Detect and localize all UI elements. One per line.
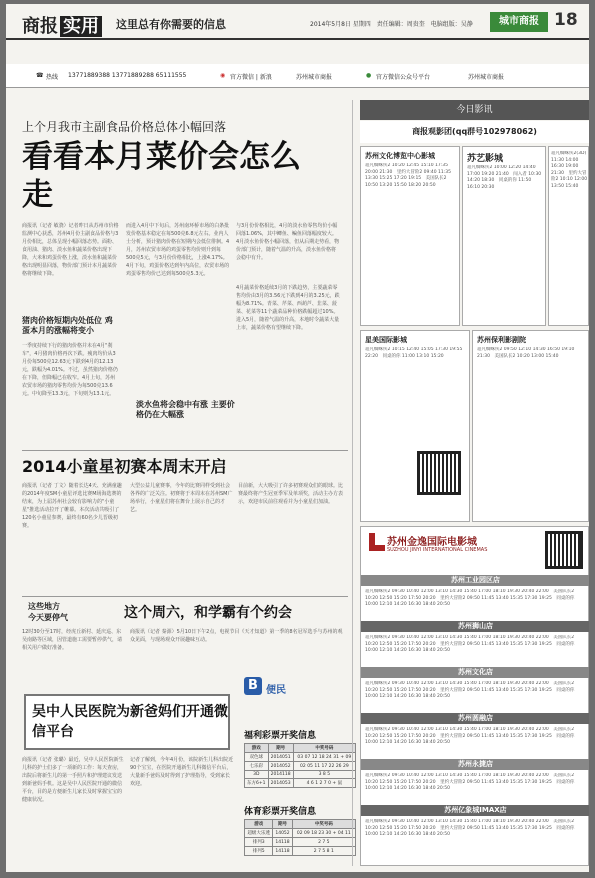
cinema-ad-title: 苏州文化博览中心影城: [365, 152, 435, 160]
weibo-icon: ◉: [220, 72, 226, 79]
brand-part-b: 实用: [60, 16, 102, 37]
strip-wechat-name: 苏州城市商报: [468, 74, 505, 81]
cinema-ad: [462, 146, 546, 326]
table-cell: 双色球: [245, 753, 269, 762]
cinema-ad-title: 苏艺影城: [467, 154, 504, 164]
cinema-ad-title: 苏州保利影剧院: [477, 336, 526, 344]
strip-weibo-name: 苏州城市商报: [296, 74, 333, 81]
table-cell: 14118: [273, 838, 292, 847]
table-cell: 3D: [245, 771, 269, 779]
table-cell: 七乐彩: [245, 762, 269, 771]
divider: [22, 450, 348, 451]
welfare-lottery-title: 福利彩票开奖信息: [244, 731, 317, 741]
strip-hotline-label: 热线: [46, 74, 59, 81]
jinyi-cinema-ad: [360, 526, 589, 866]
sports-lottery-title: 体育彩票开奖信息: [244, 807, 317, 817]
strip-weibo: 官方微信 | 新浪: [230, 74, 272, 81]
table-cell: 03 07 12 18 24 31 + 09: [293, 753, 355, 762]
qr-code-icon: [545, 531, 583, 569]
strip-wechat: 官方微信公众号平台: [376, 74, 431, 81]
table-cell: 2 7 5 8 1: [292, 847, 355, 856]
jinyi-logo-icon: [369, 533, 385, 551]
brand-part-a: 商报: [22, 16, 58, 37]
cinema-club-line: 商报观影团(qq群号102978062): [360, 121, 589, 143]
table-row: [245, 779, 356, 788]
cinema-schedule: 超凡蜘蛛侠2 09:30 10:40 12:00 13:10 14:30 15:40 17:00 18:10 19:30 20:40 22:00 美国队长2 10:20 12:50 15:20 17:50 20:20 里约大冒险2 09:50 11:45 13:40 15:35 17:30 19:25 同桌的你 10:00 12:10 14:20 16:30 18:40 20:50: [365, 681, 575, 699]
table-row: [245, 847, 356, 856]
table-header: 游戏: [245, 820, 273, 829]
story2-paragraph: 目前新，大大吸引了许多初赛观众们的眼球。比赛最终将产生冠亚季军及单项奖，活动主办方表示，欢迎市民前往观看并为小童星们加油。: [238, 483, 344, 505]
story2-headline: 2014小童星初赛本周末开启: [22, 457, 227, 476]
cinema-schedule: 超凡蜘蛛侠2 09:30 10:40 12:00 13:10 14:30 15:40 17:00 18:10 19:30 20:40 22:00 美国队长2 10:20 12:50 15:20 17:50 20:20 里约大冒险2 09:50 11:45 13:40 15:35 17:30 19:25 同桌的你 10:00 12:10 14:20 16:30 18:40 20:50: [365, 589, 575, 607]
cinema-branch-label: 苏州圆融店: [361, 713, 589, 724]
outage-label: 今天要停气: [28, 613, 68, 622]
cinema-schedule: 超凡蜘蛛侠2 09:30 10:40 12:00 13:10 14:30 15:40 17:00 18:10 19:30 20:40 22:00 美国队长2 10:20 12:50 15:20 17:50 20:20 里约大冒险2 09:50 11:45 13:40 15:35 17:30 19:25 同桌的你 10:00 12:10 14:20 16:30 18:40 20:50: [365, 635, 575, 653]
bianmin-section-label: [244, 677, 356, 697]
story1-kicker: 上个月我市主副食品价格总体小幅回落: [22, 120, 227, 134]
cinema-ad-title: 星美国际影城: [365, 336, 407, 344]
bianmin-label: 便民: [266, 685, 286, 696]
cinema-branch-label: 苏州文化店: [361, 667, 589, 678]
dateline: 2014年5月8日 星期四 责任编辑：周贵奎 电脑组版：吴静: [310, 21, 473, 28]
page-number: 18: [554, 10, 578, 30]
table-header: 中奖号码: [292, 820, 355, 829]
bianmin-badge: B: [244, 677, 262, 695]
table-cell: 2014053: [268, 779, 293, 788]
story1-paragraph: 一季度持续下行的猪肉价格并未在4月"刹车"，4月猪肉价格再次下跌。瘦肉均价从3月份每500克12.63元下跌到4月的12.13元，跌幅为4.01%。不过，虽然猪肉价格仍在下降，但降幅已在收窄。4月上旬，苏州农贸市场的猪肉零售均价为每500克13.6元。中旬降至13.3元，下旬则为13.1元。: [22, 343, 118, 397]
cinema-branch-label: 苏州狮山店: [361, 621, 589, 632]
phone-icon: ☎: [36, 72, 44, 79]
cinema-schedule: 超凡蜘蛛侠2 09:30 10:40 12:00 13:10 14:30 15:40 17:00 18:10 19:30 20:40 22:00 美国队长2 10:20 12:50 15:20 17:50 20:20 里约大冒险2 09:50 11:45 13:40 15:35 17:30 19:25 同桌的你 10:00 12:10 14:20 16:30 18:40 20:50: [365, 819, 575, 837]
table-header: 期号: [273, 820, 292, 829]
table-cell: 02 09 18 23 30 + 04 11: [292, 829, 355, 838]
table-cell: 14052: [273, 829, 292, 838]
strip-phone-numbers: 13771889388 13771889288 65111555: [68, 72, 187, 79]
table-row: [245, 829, 356, 838]
table-cell: 超级大乐透: [245, 829, 273, 838]
table-cell: 2014052: [268, 762, 293, 771]
story3-headline: 这个周六，和学霸有个约会: [124, 605, 292, 621]
story4-headline: 吴中人民医院为新爸妈们开通微信平台: [32, 704, 228, 740]
jinyi-title: 苏州金逸国际电影城: [387, 537, 477, 548]
divider: [22, 596, 348, 597]
table-row: [245, 838, 356, 847]
story3-paragraph: 12时30分至17时，经虎丘新村、延庆巡、东吴南路等区域，因管道施工需要暂停供气，请相关用户做好准备。: [22, 629, 123, 651]
story4-paragraph: 商报讯（记者 张璐）最近，吴中人民医院新生儿科的护士们多了一项新的工作：每天查房，出院后将新生儿的第一手照片和护理建议发送到新爸妈手机。这是吴中人民医院开通的微信平台，目的是方便新生儿家长及时掌握宝宝的健康状况。: [22, 757, 124, 803]
table-cell: 02 05 11 17 22 26 29: [293, 762, 355, 771]
table-row: [245, 771, 356, 779]
cinema-branch-label: 苏州亿象城IMAX店: [361, 805, 589, 816]
jinyi-subtitle: SUZHOU JINYI INTERNATIONAL CINEMAS: [387, 547, 488, 553]
cinema-schedule: 超凡蜘蛛侠2 10:20 12:45 15:10 17:35 20:00 21:30 里约大冒险2 09:40 11:35 13:30 15:25 17:20 19:15 美国队长2 10:50 13:20 15:50 18:20 20:50: [365, 163, 452, 188]
cinema-schedule: 超凡蜘蛛侠2 10:15 12:40 15:05 17:30 19:55 22:20 同桌的你 11:00 13:10 15:20: [365, 347, 463, 359]
outage-label: 这些地方: [28, 602, 60, 611]
column-divider: [352, 100, 353, 866]
story1-paragraph: 与3月份价格相比，4月的淡水鱼零售均价小幅回落1.06%，其中鲫鱼、鳊鱼回落幅度较大。4月淡水鱼价格小幅回落，但从后期走势看，物价部门预计，随着气温的升高，淡水鱼价格将会稳中有升。: [236, 223, 340, 261]
table-header: 游戏: [245, 744, 269, 753]
cinema-schedule: 超凡蜘蛛侠2 09:30 10:40 12:00 13:10 14:30 15:40 17:00 18:10 19:30 20:40 22:00 美国队长2 10:20 12:50 15:20 17:50 20:20 里约大冒险2 09:50 11:45 13:40 15:35 17:30 19:25 同桌的你 10:00 12:10 14:20 16:30 18:40 20:50: [365, 773, 575, 791]
table-cell: 东方6+1: [245, 779, 269, 788]
story1-paragraph: 4月蔬菜价格延续3月的下跌趋势，主要蔬菜零售均价由3月的3.56元下跌到4月的3.25元，跌幅为8.71%。青菜、芹菜、西葫芦、韭菜、菠菜、花菜等11个蔬菜品种价格跌幅超过10%。进入5月，随着气温的升高，本地时令蔬菜大量上市，蔬菜价格有望继续下降。: [236, 285, 340, 331]
story1-paragraph: 而进入4月中下旬后，苏州南环桥市场的白条批发价格基本稳定在每500克6.8元左右。业内人士分析，预计猪肉价格在短期内会低位徘徊。4月，苏州农贸市场的鸡蛋零售均价则升到每500克5元，与3月份价格相比，上涨4.17%。4月下旬，鸡蛋价格达到年内高位，农贸市场的鸡蛋零售均价已达到每500克5.3元。: [126, 223, 230, 277]
qr-code-icon: [417, 451, 461, 495]
story2-paragraph: 大型公益儿童赛事，今年的比赛同样受到社会各界的广泛关注。初赛将于本周末在苏州SM广场举行，小童星们将在舞台上展示自己的才艺。: [130, 483, 233, 513]
table-cell: 排列5: [245, 847, 273, 856]
cinema-branch-label: 苏州工业园区店: [361, 575, 589, 586]
story1-subhead: 淡水鱼将会稳中有涨 主要价格仍在大幅涨: [136, 400, 235, 419]
section-tag: 城市商报: [490, 12, 548, 32]
story4-headline-box: [24, 694, 230, 750]
cinema-schedule: 超凡蜘蛛侠2 10:00 12:20 14:40 17:00 19:20 21:40 闯入者 10:30 14:20 18:30 同桌的你 11:50 16:10 20:30: [467, 165, 542, 190]
table-row: [245, 762, 356, 771]
wechat-icon: ●: [366, 72, 372, 79]
cinema-ad: [360, 146, 460, 326]
table-cell: 3 8 5: [293, 771, 355, 779]
table-cell: 4 6 1 2 7 0 + 鼠: [293, 779, 355, 788]
slogan: 这里总有你需要的信息: [116, 18, 226, 31]
newspaper-page: [6, 4, 589, 872]
story1-subhead: 猪肉价格短期内处低位 鸡蛋本月的涨幅将变小: [22, 316, 113, 335]
story1-paragraph: 商报讯（记者 敏骁）记者昨日从苏州市价格监测中心获悉，苏州4月份主副食品价格与3月份相比，总体呈现小幅回落态势。面粉、食用油、猪肉、淡水鱼和蔬菜价格出现下降，大米和鸡蛋价格上涨，淡水鱼和蔬菜价格出现明显回落，物价部门预计本月蔬菜价格将继续下降。: [22, 223, 119, 277]
story4-paragraph: 记者了解到，今年4月份，该院新生儿科出院近90个宝宝，在医院开通新生儿科微信平台后，大量新手爸妈及时得到了护理指导，受到家长欢迎。: [130, 757, 234, 787]
brand-logo: [22, 12, 102, 38]
table-cell: 2014118: [268, 771, 293, 779]
cinema-branch-label: 苏州永捷店: [361, 759, 589, 770]
table-cell: 排列3: [245, 838, 273, 847]
story1-headline: 看看本月菜价会怎么走: [22, 139, 301, 213]
cinema-schedule: 超凡蜘蛛侠2(3D) 11:30 14:00 16:30 19:00 21:30 里约大冒险2 10:10 12:00 13:50 15:40: [551, 151, 588, 189]
story2-paragraph: 商报讯（记者 丁文）随着长达4天、充满童趣的2014年度SM小童星评选比赛M场海选赛的结束，为上届苏州社会较有影响力的"小童星"推选活动拉开了帷幕。本次活动共吸引了120名小童星参赛，最终有60名少儿晋级初赛。: [22, 483, 122, 529]
table-cell: 2 7 5: [292, 838, 355, 847]
table-header: 期号: [268, 744, 293, 753]
cinema-ad: [360, 330, 470, 522]
welfare-lottery-table: [244, 728, 356, 788]
cinema-schedule: 超凡蜘蛛侠2 09:30 10:40 12:00 13:10 14:30 15:40 17:00 18:10 19:30 20:40 22:00 美国队长2 10:20 12:50 15:20 17:50 20:20 里约大冒险2 09:50 11:45 13:40 15:35 17:30 19:25 同桌的你 10:00 12:10 14:20 16:30 18:40 20:50: [365, 727, 575, 745]
cinema-ad: [472, 330, 589, 522]
table-cell: 14118: [273, 847, 292, 856]
cinema-schedule: 超凡蜘蛛侠2 09:50 12:10 14:30 16:50 19:10 21:30 美国队长2 10:20 13:00 15:40: [477, 347, 575, 359]
contact-strip: [6, 64, 589, 88]
table-cell: 2014051: [268, 753, 293, 762]
table-header: 中奖号码: [293, 744, 355, 753]
sports-lottery-table: [244, 804, 356, 856]
story3-paragraph: 商报讯（记者 秦源）5月10日下午2点，电视节目《天才知道》第一季的8名冠军选手与苏州的观众见面，与现场观众开展趣味互动。: [130, 629, 343, 643]
today-cinema-heading: 今日影讯: [360, 100, 589, 120]
table-row: [245, 753, 356, 762]
cinema-ad: [548, 146, 589, 326]
page-header: [6, 4, 589, 40]
